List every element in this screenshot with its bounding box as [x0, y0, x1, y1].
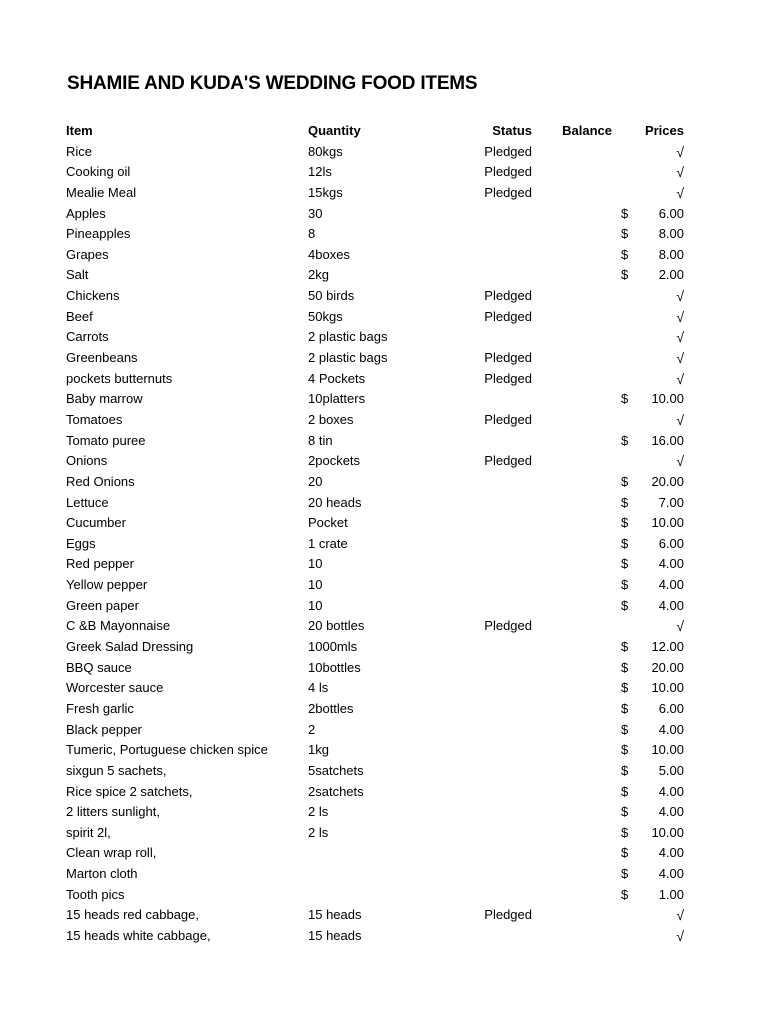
item-cell: sixgun 5 sachets,: [66, 762, 167, 778]
quantity-cell: 10: [308, 597, 323, 613]
price-cell: 10.00: [651, 742, 684, 758]
header-item: Item: [66, 123, 93, 138]
check-mark: √: [676, 184, 684, 201]
quantity-cell: 10platters: [308, 391, 366, 407]
quantity-cell: 2kg: [308, 267, 329, 283]
quantity-cell: 30: [308, 205, 323, 221]
quantity-cell: 80kgs: [308, 143, 343, 159]
item-cell: Yellow pepper: [66, 577, 148, 593]
currency-cell: $: [621, 432, 629, 448]
quantity-cell: 2 plastic bags: [308, 350, 388, 366]
status-cell: Pledged: [484, 618, 532, 634]
table-row: [66, 183, 686, 204]
table-row: [66, 451, 686, 472]
quantity-cell: 2 plastic bags: [308, 329, 388, 345]
price-cell: 4.00: [658, 804, 684, 820]
item-cell: Lettuce: [66, 494, 109, 510]
table-row: [66, 926, 686, 947]
currency-cell: $: [621, 866, 629, 882]
check-mark: √: [676, 618, 684, 635]
document-title: SHAMIE AND KUDA'S WEDDING FOOD ITEMS: [67, 73, 478, 94]
currency-cell: $: [621, 226, 629, 242]
currency-cell: $: [621, 556, 629, 572]
header-status: Status: [492, 123, 532, 138]
item-cell: 15 heads red cabbage,: [66, 907, 199, 923]
quantity-cell: 2bottles: [308, 700, 354, 716]
currency-cell: $: [621, 205, 629, 221]
table-row: [66, 142, 686, 163]
quantity-cell: 10: [308, 556, 323, 572]
quantity-cell: 20: [308, 473, 323, 489]
quantity-cell: 8: [308, 226, 316, 242]
status-cell: Pledged: [484, 288, 532, 304]
currency-cell: $: [621, 659, 629, 675]
header-prices: Prices: [644, 123, 684, 138]
item-cell: Chickens: [66, 288, 120, 304]
quantity-cell: 1kg: [308, 742, 329, 758]
status-cell: Pledged: [484, 143, 532, 159]
currency-cell: $: [621, 473, 629, 489]
quantity-cell: 2 boxes: [308, 411, 354, 427]
price-cell: 20.00: [651, 659, 684, 675]
currency-cell: $: [621, 577, 629, 593]
item-cell: Carrots: [66, 329, 109, 345]
table-row: [66, 782, 686, 803]
table-row: [66, 740, 686, 761]
quantity-cell: 15kgs: [308, 184, 343, 200]
quantity-cell: 5satchets: [308, 762, 364, 778]
item-cell: Tumeric, Portuguese chicken spice: [66, 742, 268, 758]
table-row: [66, 431, 686, 452]
item-cell: Marton cloth: [66, 866, 138, 882]
table-row: [66, 575, 686, 596]
currency-cell: $: [621, 804, 629, 820]
item-cell: Clean wrap roll,: [66, 845, 157, 861]
table-row: [66, 637, 686, 658]
currency-cell: $: [621, 824, 629, 840]
currency-cell: $: [621, 267, 629, 283]
currency-cell: $: [621, 597, 629, 613]
status-cell: Pledged: [484, 164, 532, 180]
table-row: [66, 410, 686, 431]
check-mark: √: [676, 329, 684, 346]
table-row: [66, 389, 686, 410]
table-row: [66, 472, 686, 493]
table-row: [66, 224, 686, 245]
quantity-cell: 20 bottles: [308, 618, 365, 634]
status-cell: Pledged: [484, 907, 532, 923]
item-cell: Salt: [66, 267, 89, 283]
check-mark: √: [676, 370, 684, 387]
quantity-cell: 15 heads: [308, 927, 362, 943]
item-cell: Grapes: [66, 246, 109, 262]
item-cell: Red Onions: [66, 473, 135, 489]
table-row: [66, 699, 686, 720]
price-cell: 2.00: [658, 267, 684, 283]
item-cell: Pineapples: [66, 226, 131, 242]
table-row: [66, 905, 686, 926]
currency-cell: $: [621, 515, 629, 531]
item-cell: Baby marrow: [66, 391, 143, 407]
currency-cell: $: [621, 845, 629, 861]
item-cell: Eggs: [66, 535, 96, 551]
table-row: [66, 204, 686, 225]
table-row: [66, 369, 686, 390]
table-row: [66, 885, 686, 906]
price-cell: 20.00: [651, 473, 684, 489]
item-cell: Red pepper: [66, 556, 134, 572]
item-cell: pockets butternuts: [66, 370, 173, 386]
item-cell: Onions: [66, 453, 108, 469]
table-row: [66, 864, 686, 885]
item-cell: Beef: [66, 308, 93, 324]
price-cell: 4.00: [658, 866, 684, 882]
price-cell: 8.00: [658, 226, 684, 242]
item-cell: Greenbeans: [66, 350, 138, 366]
table-row: [66, 761, 686, 782]
currency-cell: $: [621, 886, 629, 902]
item-cell: Cucumber: [66, 515, 126, 531]
item-cell: 15 heads white cabbage,: [66, 927, 211, 943]
item-cell: Mealie Meal: [66, 184, 137, 200]
price-cell: 12.00: [651, 639, 684, 655]
quantity-cell: 2pockets: [308, 453, 361, 469]
table-row: [66, 843, 686, 864]
table-row: [66, 534, 686, 555]
price-cell: 5.00: [658, 762, 684, 778]
quantity-cell: 2 ls: [308, 804, 329, 820]
status-cell: Pledged: [484, 411, 532, 427]
price-cell: 4.00: [658, 597, 684, 613]
price-cell: 10.00: [651, 824, 684, 840]
quantity-cell: 2: [308, 721, 316, 737]
price-cell: 4.00: [658, 556, 684, 572]
quantity-cell: 10: [308, 577, 323, 593]
status-cell: Pledged: [484, 350, 532, 366]
quantity-cell: 8 tin: [308, 432, 333, 448]
quantity-cell: 1000mls: [308, 639, 358, 655]
quantity-cell: 4 Pockets: [308, 370, 366, 386]
status-cell: Pledged: [484, 184, 532, 200]
item-cell: Cooking oil: [66, 164, 131, 180]
check-mark: √: [676, 453, 684, 470]
currency-cell: $: [621, 700, 629, 716]
check-mark: √: [676, 411, 684, 428]
currency-cell: $: [621, 762, 629, 778]
table-row: [66, 802, 686, 823]
table-row: [66, 720, 686, 741]
quantity-cell: 1 crate: [308, 535, 348, 551]
check-mark: √: [676, 927, 684, 944]
price-cell: 10.00: [651, 391, 684, 407]
item-cell: Greek Salad Dressing: [66, 639, 194, 655]
quantity-cell: 15 heads: [308, 907, 362, 923]
price-cell: 4.00: [658, 783, 684, 799]
price-cell: 4.00: [658, 721, 684, 737]
price-cell: 16.00: [651, 432, 684, 448]
price-cell: 10.00: [651, 515, 684, 531]
item-cell: Worcester sauce: [66, 680, 164, 696]
currency-cell: $: [621, 246, 629, 262]
status-cell: Pledged: [484, 308, 532, 324]
currency-cell: $: [621, 494, 629, 510]
table-row: [66, 823, 686, 844]
quantity-cell: 4boxes: [308, 246, 350, 262]
check-mark: √: [676, 308, 684, 325]
price-cell: 1.00: [658, 886, 684, 902]
table-row: [66, 493, 686, 514]
currency-cell: $: [621, 391, 629, 407]
status-cell: Pledged: [484, 453, 532, 469]
item-cell: Rice spice 2 satchets,: [66, 783, 193, 799]
item-cell: Tooth pics: [66, 886, 125, 902]
table-row: [66, 307, 686, 328]
price-cell: 10.00: [651, 680, 684, 696]
item-cell: BBQ sauce: [66, 659, 132, 675]
check-mark: √: [676, 350, 684, 367]
item-cell: Rice: [66, 143, 93, 159]
table-row: [66, 162, 686, 183]
header-balance: Balance: [562, 123, 612, 138]
currency-cell: $: [621, 639, 629, 655]
table-row: [66, 286, 686, 307]
currency-cell: $: [621, 680, 629, 696]
item-cell: Green paper: [66, 597, 139, 613]
item-cell: Tomato puree: [66, 432, 146, 448]
quantity-cell: 12ls: [308, 164, 332, 180]
price-cell: 6.00: [658, 535, 684, 551]
quantity-cell: 10bottles: [308, 659, 361, 675]
quantity-cell: 4 ls: [308, 680, 329, 696]
item-cell: Black pepper: [66, 721, 142, 737]
quantity-cell: 20 heads: [308, 494, 362, 510]
item-cell: Apples: [66, 205, 106, 221]
item-cell: Tomatoes: [66, 411, 123, 427]
table-row: [66, 348, 686, 369]
currency-cell: $: [621, 721, 629, 737]
quantity-cell: 2satchets: [308, 783, 364, 799]
table-row: [66, 678, 686, 699]
price-cell: 6.00: [658, 205, 684, 221]
price-cell: 4.00: [658, 845, 684, 861]
table-row: [66, 596, 686, 617]
table-row: [66, 327, 686, 348]
table-row: [66, 265, 686, 286]
item-cell: Fresh garlic: [66, 700, 134, 716]
price-cell: 6.00: [658, 700, 684, 716]
item-cell: C &B Mayonnaise: [66, 618, 171, 634]
quantity-cell: 50kgs: [308, 308, 343, 324]
table-body: [66, 142, 686, 947]
table-row: [66, 554, 686, 575]
check-mark: √: [676, 164, 684, 181]
table-row: [66, 616, 686, 637]
table-row: [66, 513, 686, 534]
currency-cell: $: [621, 783, 629, 799]
quantity-cell: 2 ls: [308, 824, 329, 840]
item-cell: 2 litters sunlight,: [66, 804, 160, 820]
quantity-cell: Pocket: [308, 515, 348, 531]
price-cell: 8.00: [658, 246, 684, 262]
price-cell: 7.00: [658, 494, 684, 510]
table-row: [66, 658, 686, 679]
table-row: [66, 245, 686, 266]
check-mark: √: [676, 288, 684, 305]
food-items-table: [66, 121, 686, 947]
price-cell: 4.00: [658, 577, 684, 593]
quantity-cell: 50 birds: [308, 288, 355, 304]
currency-cell: $: [621, 742, 629, 758]
table-header-row: [66, 121, 686, 142]
currency-cell: $: [621, 535, 629, 551]
item-cell: spirit 2l,: [66, 824, 111, 840]
check-mark: √: [676, 907, 684, 924]
status-cell: Pledged: [484, 370, 532, 386]
header-quantity: Quantity: [308, 123, 361, 138]
check-mark: √: [676, 143, 684, 160]
